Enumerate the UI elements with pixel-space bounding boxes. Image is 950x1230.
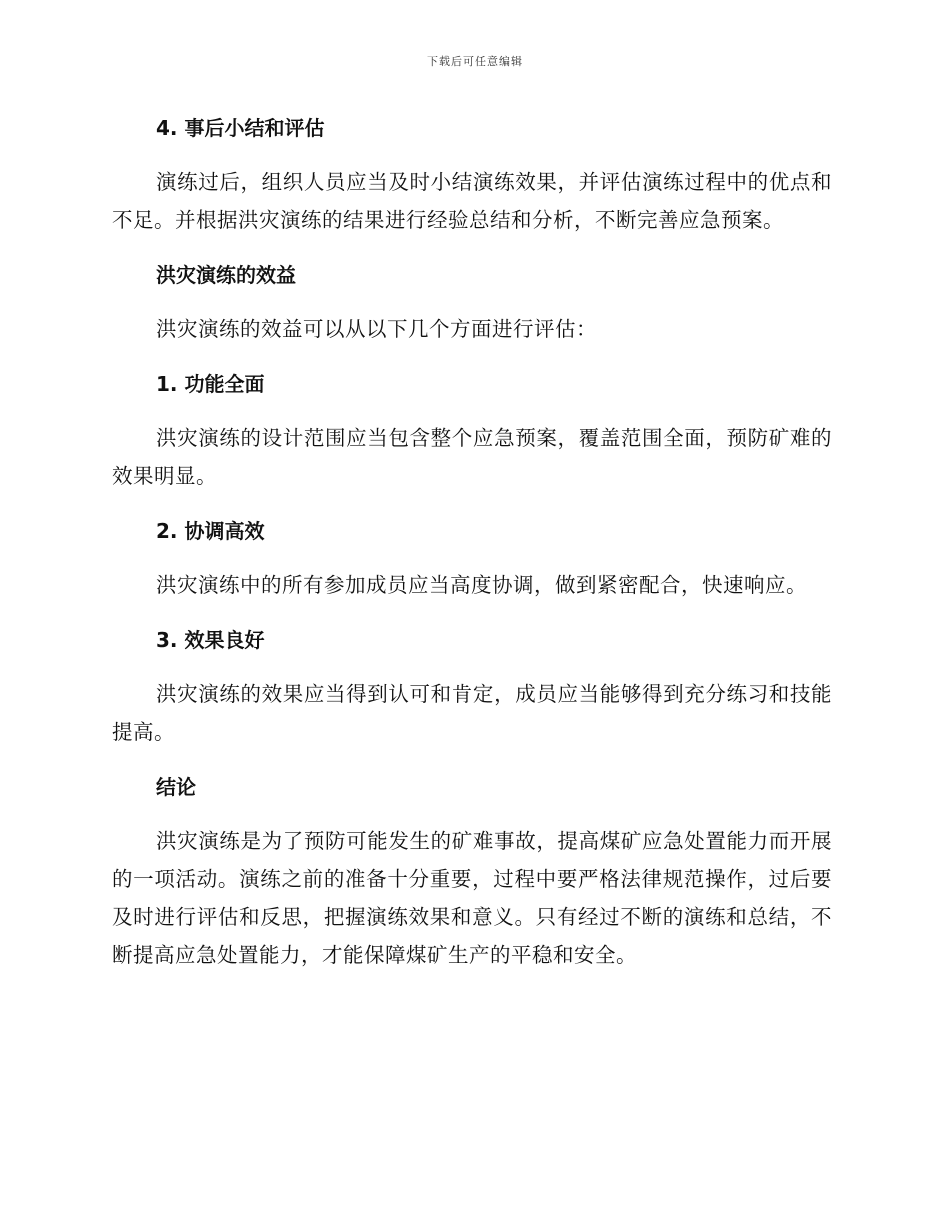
paragraph-comprehensive: 洪灾演练的设计范围应当包含整个应急预案，覆盖范围全面，预防矿难的效果明显。 (112, 426, 832, 488)
section-heading-coordination: 2. 协调高效 (156, 519, 265, 543)
document-body (112, 108, 832, 974)
paragraph-effect: 洪灾演练的效果应当得到认可和肯定，成员应当能够得到充分练习和技能提高。 (112, 682, 832, 744)
section-heading-benefits: 洪灾演练的效益 (156, 263, 296, 287)
paragraph-coordination: 洪灾演练中的所有参加成员应当高度协调，做到紧密配合，快速响应。 (156, 573, 807, 597)
paragraph-benefits-intro: 洪灾演练的效益可以从以下几个方面进行评估： (156, 317, 597, 341)
paragraph-summary: 演练过后，组织人员应当及时小结演练效果，并评估演练过程中的优点和不足。并根据洪灾演练的结果进行经验总结和分析，不断完善应急预案。 (112, 170, 832, 232)
section-heading-effect: 3. 效果良好 (156, 628, 265, 652)
section-heading-summary: 4. 事后小结和评估 (156, 116, 325, 140)
paragraph-conclusion: 洪灾演练是为了预防可能发生的矿难事故，提高煤矿应急处置能力而开展的一项活动。演练之前的准备十分重要，过程中要严格法律规范操作，过后要及时进行评估和反思，把握演练效果和意义。只有经过不断的演练和总结，不断提高应急处置能力，才能保障煤矿生产的平稳和安全。 (112, 829, 832, 967)
page-header: 下载后可任意编辑 (427, 55, 523, 68)
section-heading-comprehensive: 1. 功能全面 (156, 372, 265, 396)
section-heading-conclusion: 结论 (156, 775, 196, 799)
